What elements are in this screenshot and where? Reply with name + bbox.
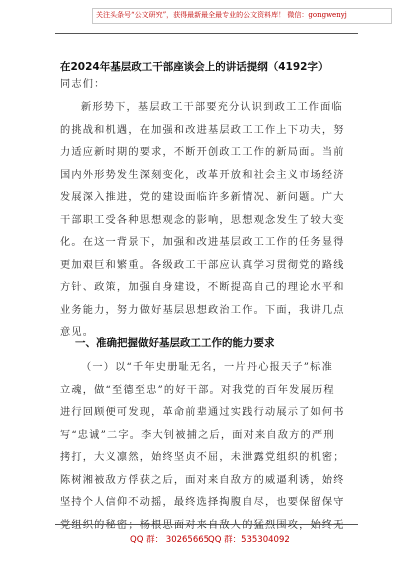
text-line: （一）以“千年史册耻无名，一片丹心报天子”标准 bbox=[81, 362, 333, 373]
text-line: 的挑战和机遇，在加强和改进基层政工工作上下功夫，努 bbox=[60, 124, 345, 136]
text-line: 意见。 bbox=[60, 327, 95, 338]
text-line: 干部职工受各种思想观念的影响，思想观念发生了较大变 bbox=[60, 214, 345, 226]
salutation-text: 同志们： bbox=[60, 79, 106, 90]
text-line: 写“忠诚”二字。李大钊被捕之后，面对来自敌方的严刑 bbox=[60, 429, 335, 441]
text-line: 陈树湘被敌方俘获之后，面对来自敌方的威逼利诱，始终 bbox=[60, 474, 345, 486]
section-1-paragraph bbox=[60, 357, 345, 537]
text-line: 发展深入推进，党的建设面临许多新情况、新问题。广大 bbox=[60, 192, 345, 203]
footer-qq-group-1: QQ 群： 30265665 bbox=[130, 535, 210, 545]
footer-qq-group-2: QQ 群：535304092 bbox=[208, 535, 290, 545]
intro-paragraph bbox=[60, 97, 345, 345]
section-heading-1: 一、准确把握做好基层政工工作的能力要求 bbox=[75, 337, 275, 349]
text-line: 国内外形势发生深刻变化，改革开放和社会主义市场经济 bbox=[60, 169, 345, 181]
footer-divider bbox=[55, 524, 358, 525]
document-title: 在2024年基层政工干部座谈会上的讲话提纲（4192字） bbox=[60, 61, 329, 73]
text-line: 新形势下，基层政工干部要充分认识到政工工作面临 bbox=[81, 102, 343, 113]
text-line: 立魂，做“至德至忠”的好干部。对我党的百年发展历程 bbox=[60, 384, 335, 396]
text-line: 力适应新时期的要求，不断开创政工工作的新局面。当前 bbox=[60, 147, 345, 158]
text-line: 坚持个人信仰不动摇，最终选择掏腹自尽，也要保留保守 bbox=[60, 497, 345, 508]
header-banner: 关注头条号“公文研究”，获得最新最全最专业的公文资料库！ 微信：gongwenyj bbox=[96, 11, 347, 19]
text-line: 方针、政策，加强自身建设，不断提高自己的理论水平和 bbox=[60, 282, 345, 293]
text-line: 拷打，大义凛然，始终坚贞不屈，未泄露党组织的机密； bbox=[60, 452, 345, 463]
text-line: 党组织的秘密；杨根思面对来自敌人的猛烈围攻，始终无 bbox=[60, 519, 345, 531]
salutation bbox=[60, 74, 106, 97]
text-line: 更加艰巨和繁重。各级政工干部应认真学习贯彻党的路线 bbox=[60, 259, 345, 271]
text-line: 进行回顾便可发现，革命前辈通过实践行动展示了如何书 bbox=[60, 407, 345, 418]
header-divider bbox=[55, 33, 358, 34]
text-line: 业务能力，努力做好基层思想政治工作。下面，我讲几点 bbox=[60, 304, 345, 316]
text-line: 化。在这一背景下，加强和改进基层政工工作的任务显得 bbox=[60, 237, 345, 248]
